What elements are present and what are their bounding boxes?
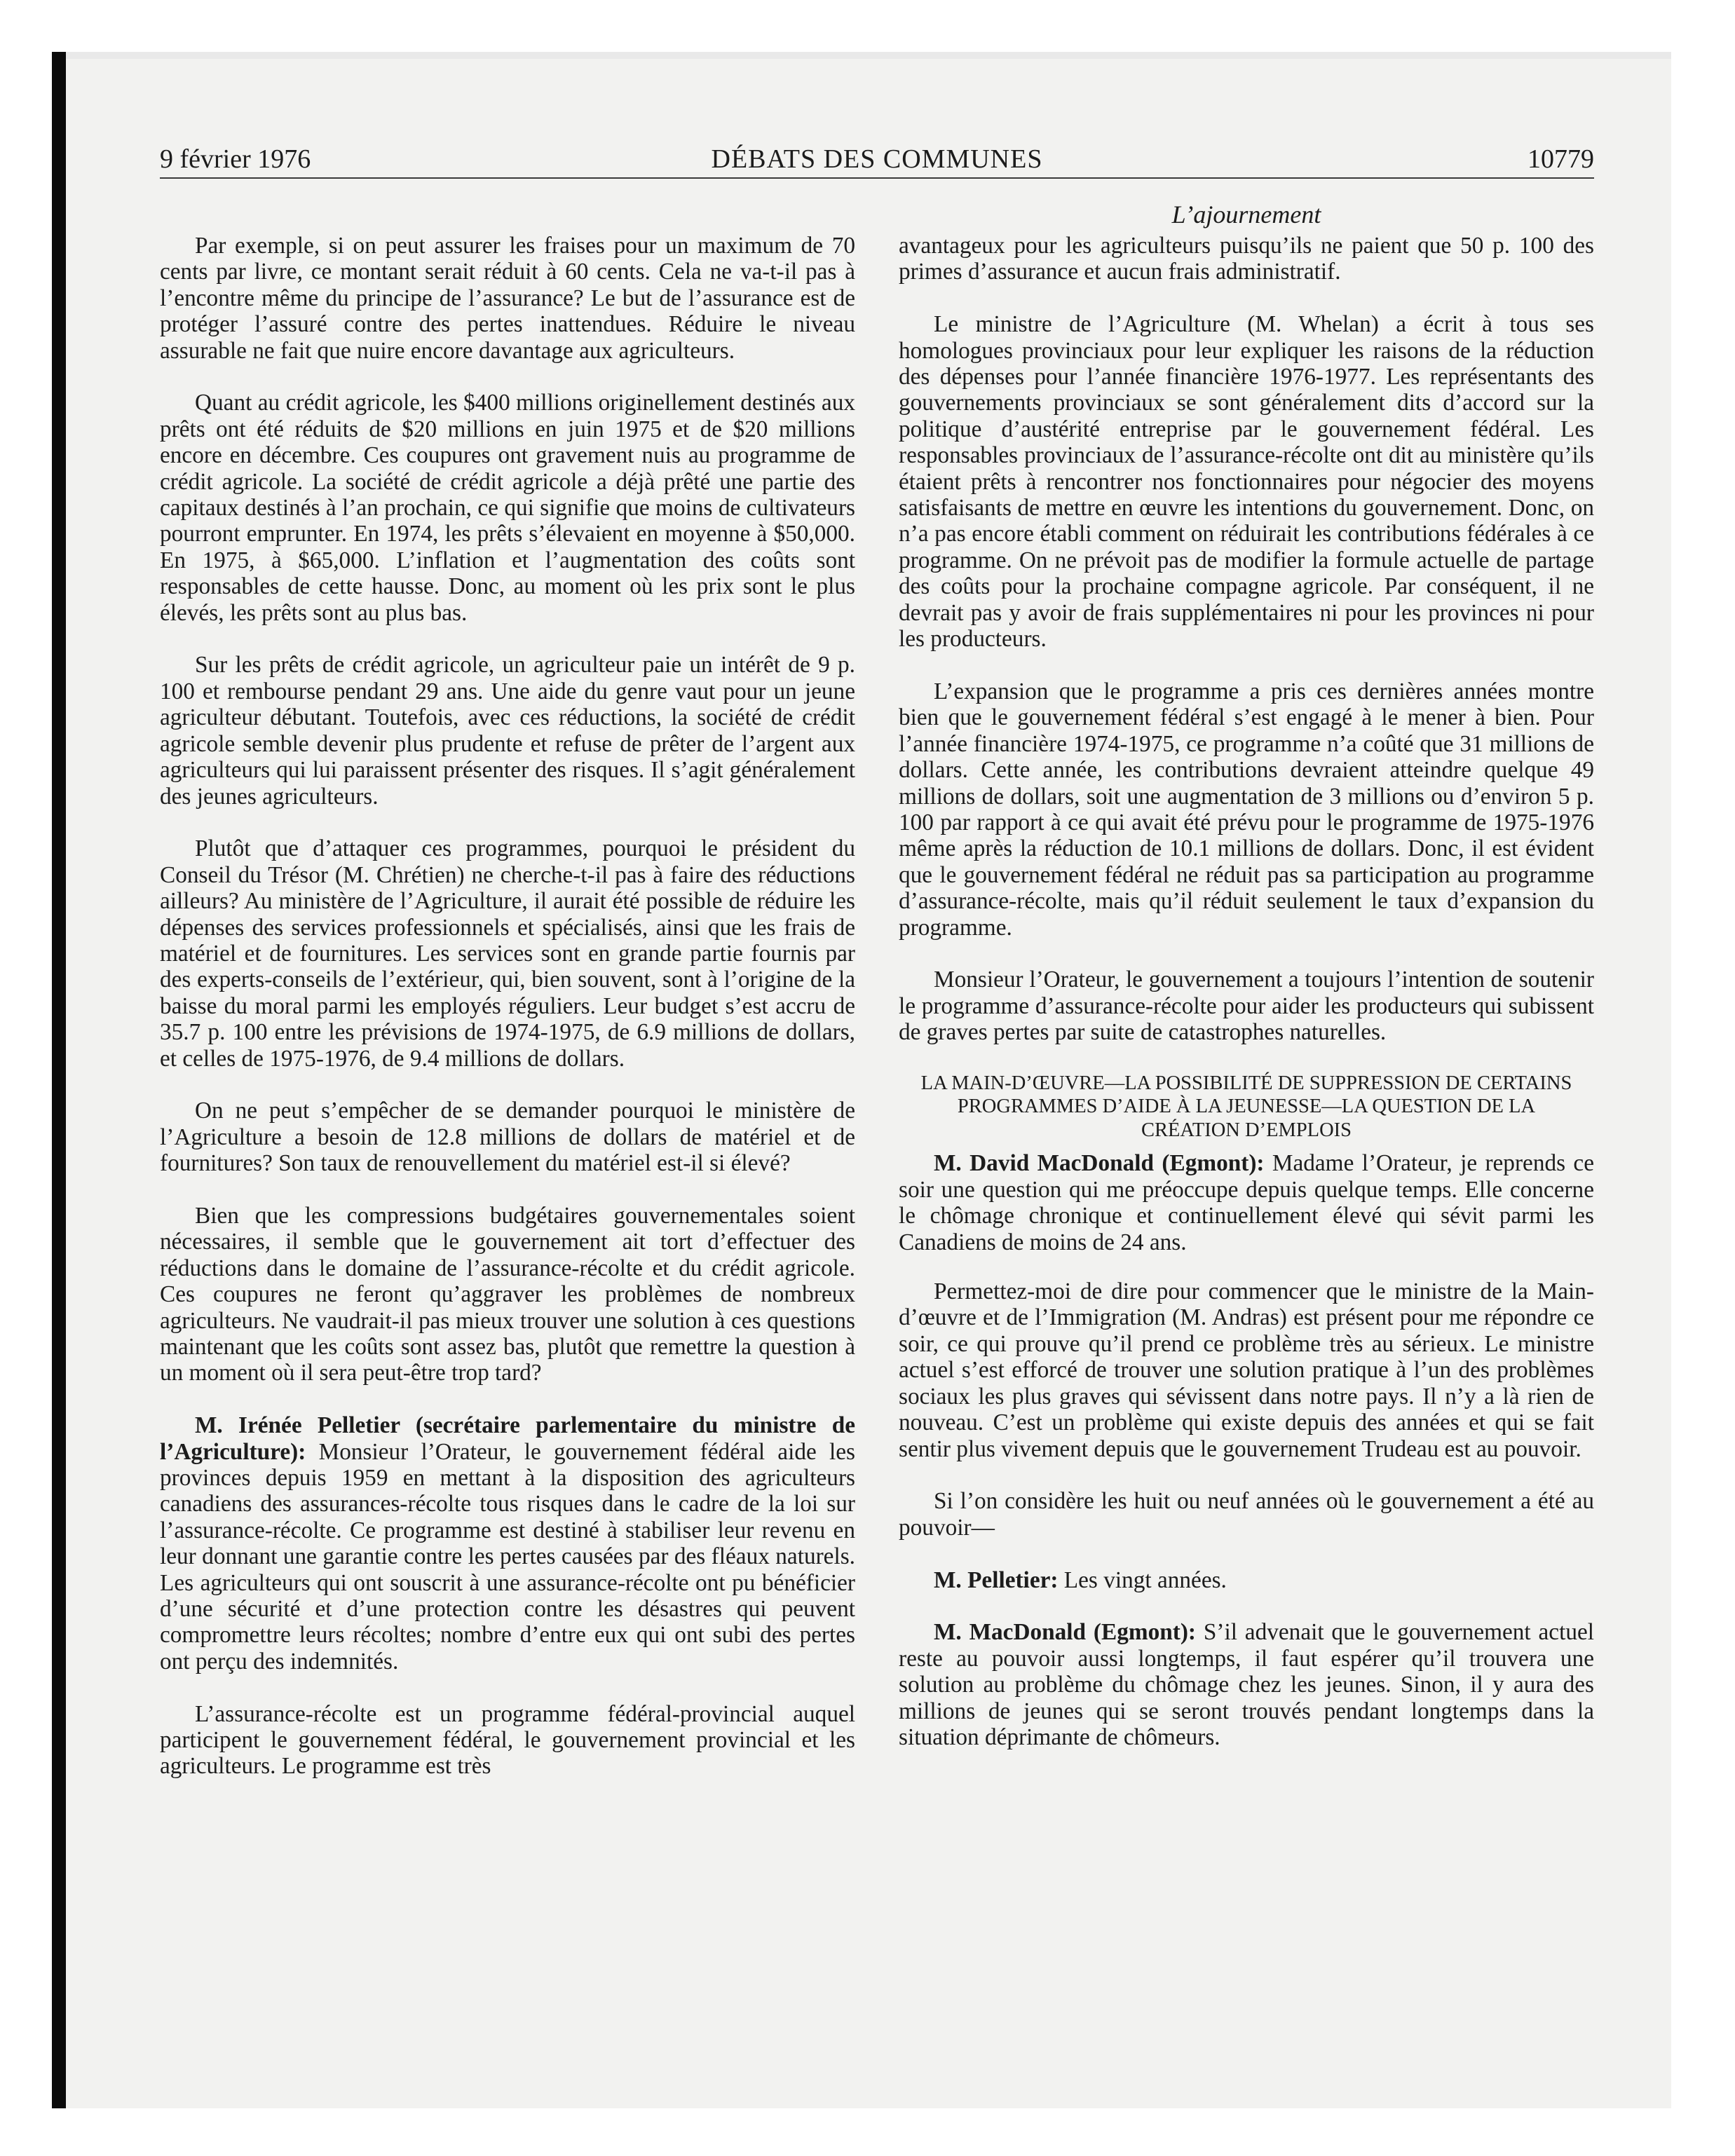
paragraph: L’assurance-récolte est un programme fédéral-provincial auquel participent le gouvernement fédéral, le gouvernement provincial et les agriculteurs. Le programme est très — [160, 1700, 855, 1780]
paragraph: Si l’on considère les huit ou neuf années où le gouvernement a été au pouvoir— — [899, 1488, 1594, 1541]
speech-text: Les vingt années. — [1058, 1567, 1227, 1593]
paragraph: Bien que les compressions budgétaires gouvernementales soient nécessaires, il semble que le gouvernement ait tort d’effectuer des réductions dans le domaine de l’assurance-récolte et du crédit agricole. Ces coupures ne feront qu’aggraver les problèmes de nombreux agriculteurs. Ne vaudrait-il pas mieux trouver une solution à ces questions maintenant que les coûts sont assez bas, plutôt que remettre la question à un moment où il sera peut-être trop tard? — [160, 1202, 855, 1386]
paragraph: Monsieur l’Orateur, le gouvernement a toujours l’intention de soutenir le programme d’assurance-récolte pour aider les producteurs qui subissent de graves pertes par suite de catastrophes naturelles. — [899, 967, 1594, 1046]
paragraph: Le ministre de l’Agriculture (M. Whelan) a écrit à tous ses homologues provinciaux pour leur expliquer les raisons de la réduction des dépenses pour l’année financière 1976-1977. Les représentants des gouvernements provinciaux se sont généralement dits d’accord sur la politique d’austérité entreprise par le gouvernement fédéral. Les responsables provinciaux de l’assurance-récolte ont dit au ministère qu’ils étaient prêts à rencontrer nos fonctionnaires pour négocier des moyens satisfaisants de mettre en œuvre les intentions du gouvernement. Donc, on n’a pas encore établi comment on réduirait les contributions fédérales à ce programme. On ne prévoit pas de modifier la formule actuelle de partage des coûts pour la prochaine compagne agricole. Par conséquent, il ne devrait pas y avoir de frais supplémentaires ni pour les provinces ni pour les producteurs. — [899, 311, 1594, 653]
speech-text: Monsieur l’Orateur, le gouvernement fédéral aide les provinces depuis 1959 en mettant à la disposition des agriculteurs canadiens des assurances-récolte tous risques dans le cadre de la loi sur l’assurance-récolte. Ce programme est destiné à stabiliser leur revenu en leur donnant une garantie contre les pertes causées par des fléaux naturels. Les agriculteurs qui ont souscrit à une assurance-récolte ont pu bénéficier d’une sécurité et d’une protection contre les désastres qui peuvent compromettre leurs récoltes; nombre d’entre eux qui ont subi des pertes ont perçu des indemnités. — [160, 1438, 855, 1674]
section-heading: L’ajournement — [1171, 200, 1321, 228]
speech-text: S’il advenait que le gouvernement actuel reste au pouvoir aussi longtemps, il faut espérer qu’il trouvera une solution au problème du chômage chez les jeunes. Sinon, il y aura des millions de jeunes qui se seront trouvés pendant longtemps dans la situation déprimante de chômeurs. — [899, 1619, 1594, 1750]
speech-paragraph — [899, 1150, 1594, 1255]
speech-text: Madame l’Orateur, je reprends ce soir une question qui me préoccupe depuis quelque temps. Elle concerne le chômage chronique et continuellement élevé qui sévit parmi les Canadiens de moins de 24 ans. — [899, 1150, 1594, 1255]
header-title: DÉBATS DES COMMUNES — [711, 144, 1043, 174]
header-date: 9 février 1976 — [160, 144, 311, 174]
paragraph: On ne peut s’empêcher de se demander pourquoi le ministère de l’Agriculture a besoin de 12.8 millions de dollars de matériel et de fournitures? Son taux de renouvellement du matériel est-il si élevé? — [160, 1098, 855, 1177]
paragraph: Quant au crédit agricole, les $400 millions originellement destinés aux prêts ont été réduits de $20 millions en juin 1975 et de $20 millions encore en décembre. Ces coupures ont gravement nuis au programme de crédit agricole. La société de crédit agricole a déjà prêté une partie des capitaux destinés à l’an prochain, ce qui signifie que moins de cultivateurs pourront emprunter. En 1974, les prêts s’élevaient en moyenne à $50,000. En 1975, à $65,000. L’inflation et l’augmentation des coûts sont responsables de cette hausse. Donc, au moment où les prix sont le plus élevés, les prêts sont au plus bas. — [160, 390, 855, 626]
left-column — [160, 233, 855, 1806]
paragraph: Permettez-moi de dire pour commencer que le ministre de la Main-d’œuvre et de l’Immigration (M. Andras) est présent pour me répondre ce soir, ce qui prouve qu’il prend ce problème très au sérieux. Le ministre actuel s’est efforcé de trouver une solution pratique à l’un des problèmes sociaux les plus graves qui sévissent dans notre pays. Il n’y a là rien de nouveau. C’est un problème qui existe depuis des années et qui se fait sentir plus vivement depuis que le gouvernement Trudeau est au pouvoir. — [899, 1278, 1594, 1462]
speech-paragraph — [160, 1412, 855, 1674]
paragraph: Par exemple, si on peut assurer les fraises pour un maximum de 70 cents par livre, ce montant serait réduit à 60 cents. Cela ne va-t-il pas à l’encontre même du principe de l’assurance? Le but de l’assurance est de protéger l’assuré contre des pertes inattendues. Réduire le niveau assurable ne fait que nuire encore davantage aux agriculteurs. — [160, 233, 855, 364]
scan-border-left — [52, 52, 66, 2108]
paragraph-continued: avantageux pour les agriculteurs puisqu’ils ne paient que 50 p. 100 des primes d’assurance et aucun frais administratif. — [899, 233, 1594, 285]
speech-paragraph — [899, 1567, 1594, 1593]
scan-border-top — [66, 52, 1671, 59]
speaker-name: M. David MacDonald (Egmont): — [934, 1150, 1265, 1177]
paragraph: Plutôt que d’attaquer ces programmes, pourquoi le président du Conseil du Trésor (M. Chrétien) ne cherche-t-il pas à faire des réductions ailleurs? Au ministère de l’Agriculture, il aurait été possible de réduire les dépenses des services professionnels et spécialisés, ainsi que les frais de matériel et de fournitures. Les services sont en grande partie fournis par des experts-conseils de l’extérieur, qui, bien souvent, sont à l’origine de la baisse du moral parmi les employés réguliers. Leur budget s’est accru de 35.7 p. 100 entre les prévisions de 1974-1975, de 6.9 millions de dollars, et celles de 1975-1976, de 9.4 millions de dollars. — [160, 835, 855, 1072]
speaker-name: M. Pelletier: — [934, 1567, 1059, 1593]
speech-paragraph — [899, 1619, 1594, 1750]
speaker-name: M. MacDonald (Egmont): — [934, 1619, 1197, 1646]
header-page-number: 10779 — [1528, 144, 1594, 174]
subject-heading: LA MAIN-D’ŒUVRE—LA POSSIBILITÉ DE SUPPRESSION DE CERTAINS PROGRAMMES D’AIDE À LA JEUNESSE—LA QUESTION DE LA CRÉATION D’EMPLOIS — [920, 1072, 1572, 1141]
paragraph: Sur les prêts de crédit agricole, un agriculteur paie un intérêt de 9 p. 100 et rembourse pendant 29 ans. Une aide du genre vaut pour un jeune agriculteur débutant. Toutefois, avec ces réductions, la société de crédit agricole semble devenir plus prudente et refuse de prêter de l’argent aux agriculteurs qui lui paraissent présenter des risques. Il s’agit généralement des jeunes agriculteurs. — [160, 652, 855, 810]
header-rule — [160, 177, 1594, 179]
speaker-name: M. Irénée Pelletier (secrétaire parlementaire du ministre de l’Agriculture): — [160, 1412, 855, 1465]
paragraph: L’expansion que le programme a pris ces dernières années montre bien que le gouvernement fédéral s’est engagé à le mener à bien. Pour l’année financière 1974-1975, ce programme n’a coûté que 31 millions de dollars. Cette année, les contributions devraient atteindre quelque 49 millions de dollars, soit une augmentation de 3 millions ou d’environ 5 p. 100 par rapport à ce qui avait été prévu pour le programme de 1975-1976 même après la réduction de 10.1 millions de dollars. Donc, il est évident que le gouvernement fédéral ne réduit pas sa participation au programme d’assurance-récolte, mais qu’il réduit seulement le taux d’expansion du programme. — [899, 678, 1594, 941]
right-column — [899, 233, 1594, 1777]
